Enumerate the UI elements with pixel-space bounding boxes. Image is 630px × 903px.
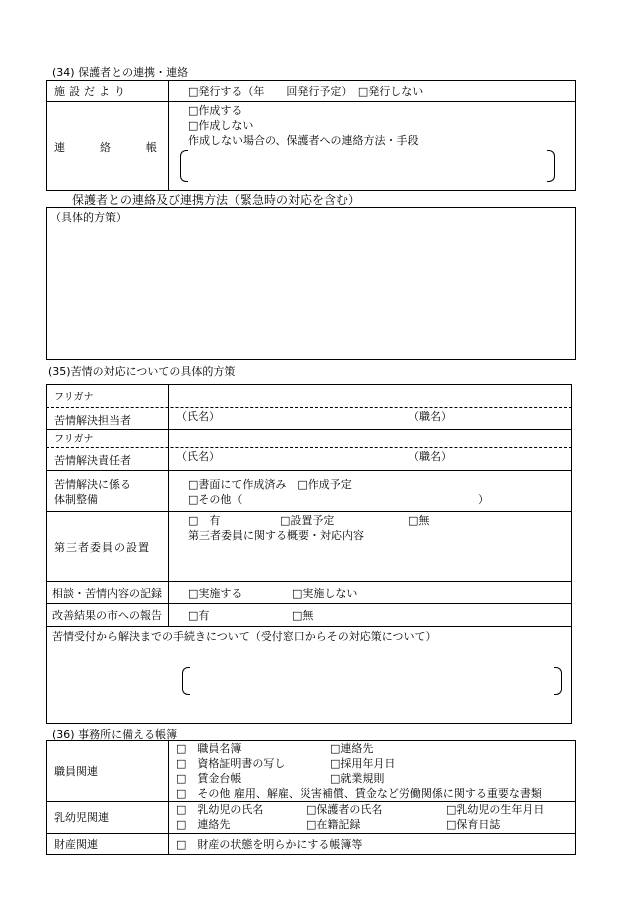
staff-item-other[interactable]: □ その他 雇用、解雇、災害補償、賃金など労働関係に関する重要な書類	[176, 787, 542, 800]
committee-option-planned[interactable]: □設置予定	[280, 514, 335, 527]
report-label: 改善結果の市への報告	[52, 609, 162, 622]
procedure-input[interactable]	[192, 668, 552, 694]
contact-method-box[interactable]	[46, 207, 576, 360]
record-option-implement[interactable]: □実施する	[188, 587, 243, 600]
contact-method-heading: 保護者との連絡及び連携方法（緊急時の対応を含む）	[72, 193, 361, 207]
notebook-alt-method-input[interactable]	[190, 152, 544, 180]
divider	[46, 833, 576, 834]
divider	[46, 581, 572, 582]
notebook-option-create[interactable]: □作成する	[188, 104, 243, 117]
asset-item[interactable]: □ 財産の状態を明らかにする帳簿等	[176, 838, 363, 851]
divider	[46, 626, 572, 627]
bracket-right	[554, 667, 562, 695]
staff-item[interactable]: □ 職員名簿	[176, 742, 242, 755]
divider	[46, 801, 576, 802]
system-other-option[interactable]: □その他（	[188, 493, 243, 506]
bracket-left	[182, 667, 190, 695]
resolver-title-label: （職名）	[408, 410, 452, 423]
child-item[interactable]: □ 連絡先	[176, 818, 231, 831]
newsletter-label: 施設だより	[54, 85, 129, 98]
responsible-furigana-input[interactable]	[170, 431, 570, 447]
notebook-alt-method-label: 作成しない場合の、保護者への連絡方法・手段	[188, 134, 419, 147]
divider	[46, 101, 576, 102]
procedure-label: 苦情受付から解決までの手続きについて（受付窓口からその対応策について）	[52, 630, 437, 643]
responsible-name-label: （氏名）	[176, 450, 220, 463]
report-option-no[interactable]: □無	[292, 609, 314, 622]
dashed-divider	[46, 447, 572, 448]
divider	[46, 429, 572, 430]
bracket-right	[547, 150, 555, 182]
system-label-line2: 体制整備	[54, 493, 98, 506]
notebook-option-not-create[interactable]: □作成しない	[188, 119, 254, 132]
dashed-divider	[46, 407, 572, 408]
divider	[46, 603, 572, 604]
child-label: 乳幼児関連	[54, 811, 109, 824]
staff-item[interactable]: □連絡先	[330, 742, 374, 755]
record-option-not-implement[interactable]: □実施しない	[292, 587, 358, 600]
report-option-yes[interactable]: □有	[188, 609, 210, 622]
notebook-label: 連 絡 帳	[54, 141, 169, 154]
divider	[46, 511, 572, 512]
furigana-label-2: フリガナ	[54, 434, 94, 445]
contact-method-sub: （具体的方策）	[50, 211, 127, 224]
committee-description-input[interactable]	[186, 545, 570, 579]
record-label: 相談・苦情内容の記録	[52, 587, 162, 600]
system-options[interactable]: □書面にて作成済み □作成予定	[188, 478, 352, 491]
resolver-furigana-input[interactable]	[170, 386, 570, 406]
divider	[46, 470, 572, 471]
staff-item[interactable]: □就業規則	[330, 772, 385, 785]
system-label-line1: 苦情解決に係る	[54, 478, 131, 491]
child-item[interactable]: □乳幼児の生年月日	[446, 803, 545, 816]
staff-item[interactable]: □ 資格証明書の写し	[176, 757, 286, 770]
section-36-heading: (36) 事務所に備える帳簿	[52, 728, 178, 741]
section-34-heading: (34) 保護者との連携・連絡	[52, 66, 189, 79]
newsletter-options[interactable]: □発行する（年 回発行予定） □発行しない	[188, 85, 424, 98]
divider	[168, 740, 169, 855]
asset-label: 財産関連	[54, 838, 98, 851]
resolver-name-label: （氏名）	[176, 410, 220, 423]
child-item[interactable]: □ 乳幼児の氏名	[176, 803, 264, 816]
responsible-label: 苦情解決責任者	[54, 454, 131, 467]
divider	[168, 80, 169, 191]
committee-option-yes[interactable]: □ 有	[188, 514, 221, 527]
bracket-left	[180, 150, 188, 182]
committee-option-no[interactable]: □無	[408, 514, 430, 527]
committee-description-label: 第三者委員に関する概要・対応内容	[188, 529, 364, 542]
child-item[interactable]: □保護者の氏名	[306, 803, 383, 816]
furigana-label-1: フリガナ	[54, 392, 94, 403]
staff-item[interactable]: □ 賃金台帳	[176, 772, 242, 785]
system-other-close: ）	[478, 493, 489, 506]
divider	[168, 384, 169, 626]
child-item[interactable]: □在籍記録	[306, 818, 361, 831]
committee-label: 第三者委員の設置	[54, 541, 150, 554]
child-item[interactable]: □保育日誌	[446, 818, 501, 831]
staff-item[interactable]: □採用年月日	[330, 757, 396, 770]
responsible-title-label: （職名）	[408, 450, 452, 463]
resolver-label: 苦情解決担当者	[54, 414, 131, 427]
staff-label: 職員関連	[54, 765, 98, 778]
section-35-heading: (35)苦情の対応についての具体的方策	[48, 365, 236, 378]
